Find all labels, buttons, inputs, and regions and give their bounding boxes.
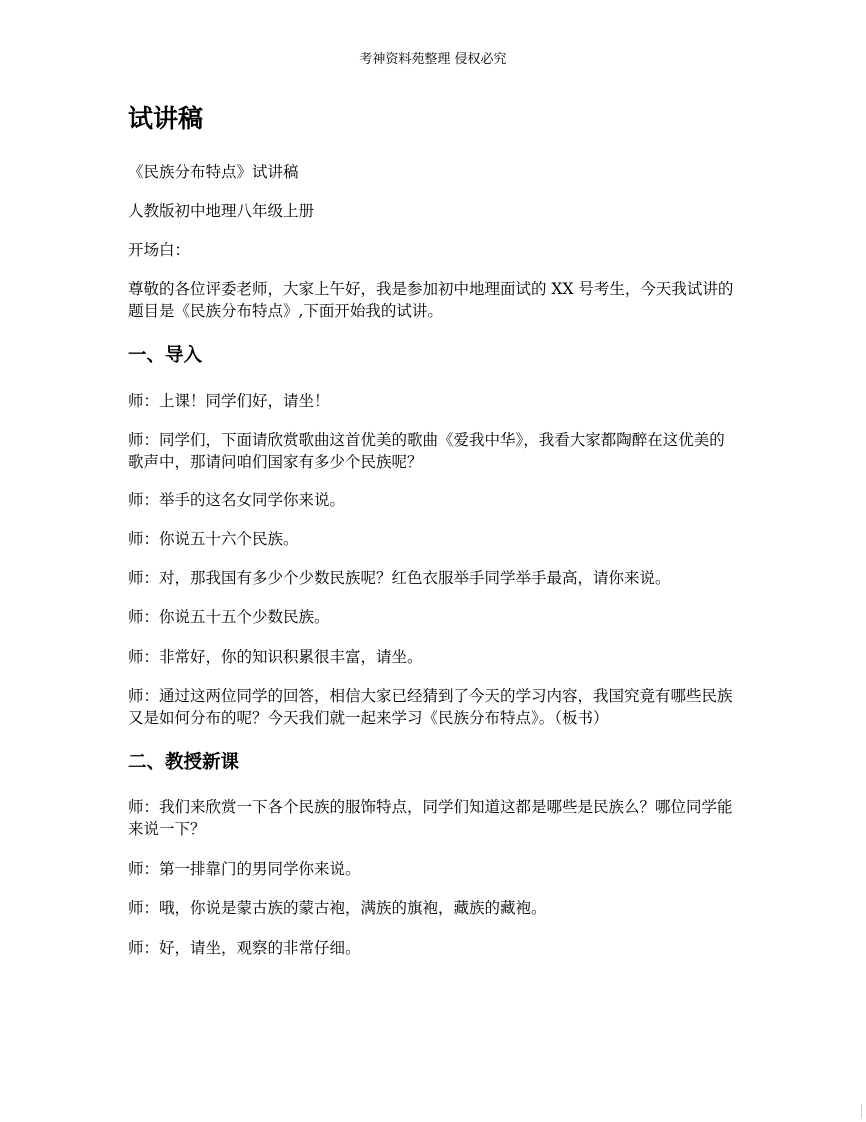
page-header: 考神资料苑整理 侵权必究 <box>359 52 507 67</box>
opening-label: 开场白： <box>128 241 191 259</box>
paragraph: 师：我们来欣赏一下各个民族的服饰特点，同学们知道这都是哪些是民族么？哪位同学能来说一下？ <box>128 798 733 838</box>
paragraph: 师：举手的这名女同学你来说。 <box>128 491 346 509</box>
paragraph: 师：好，请坐，观察的非常仔细。 <box>128 939 361 957</box>
paragraph: 师：第一排靠门的男同学你来说。 <box>128 860 361 878</box>
paragraph: 师：上课！同学们好，请坐！ <box>128 392 330 410</box>
paragraph: 师：你说五十五个少数民族。 <box>128 608 330 626</box>
paragraph: 师：对，那我国有多少个少数民族呢？红色衣服举手同学举手最高，请你来说。 <box>128 569 671 587</box>
section-heading-new-lesson: 二、教授新课 <box>128 752 240 773</box>
section-heading-intro: 一、导入 <box>128 345 203 366</box>
paragraph: 师：非常好，你的知识积累很丰富，请坐。 <box>128 648 423 666</box>
document-title: 试讲稿 <box>128 104 204 133</box>
lesson-title-line: 《民族分布特点》试讲稿 <box>128 163 299 181</box>
paragraph: 师：你说五十六个民族。 <box>128 530 299 548</box>
paragraph: 师：同学们，下面请欣赏歌曲这首优美的歌曲《爱我中华》，我看大家都陶醉在这优美的歌声中，那请问咱们国家有多少个民族呢？ <box>128 431 725 471</box>
textbook-line: 人教版初中地理八年级上册 <box>128 202 315 220</box>
page-corner-mark <box>855 1104 862 1118</box>
opening-paragraph: 尊敬的各位评委老师，大家上午好，我是参加初中地理面试的 XX 号考生，今天我试讲的题目是《民族分布特点》,下面开始我的试讲。 <box>128 280 734 320</box>
paragraph: 师：哦，你说是蒙古族的蒙古袍，满族的旗袍，藏族的藏袍。 <box>128 899 547 917</box>
paragraph: 师：通过这两位同学的回答，相信大家已经猜到了今天的学习内容，我国究竟有哪些民族又是如何分布的呢？今天我们就一起来学习《民族分布特点》。（板书） <box>128 687 733 727</box>
